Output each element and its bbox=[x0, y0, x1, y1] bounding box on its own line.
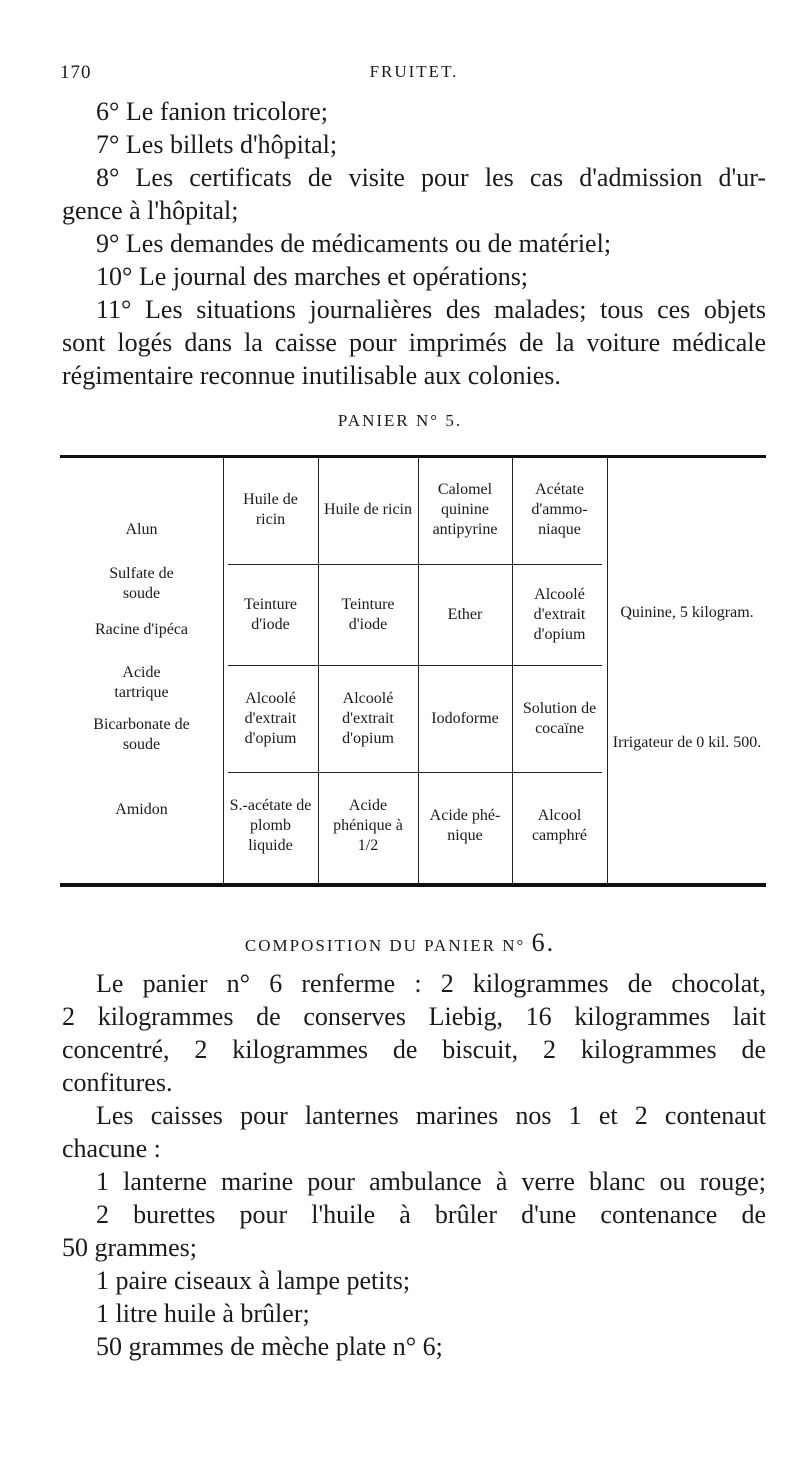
list-item-11-line3: régimentaire reconnue inutilisable aux colonies. bbox=[62, 361, 561, 390]
cell-r2-c4: Alcoolé d'extrait d'opium bbox=[533, 586, 586, 643]
page-number: 170 bbox=[60, 62, 92, 83]
left-item-tartrique: Acide tartrique bbox=[114, 664, 169, 701]
cell-r4-c4: Alcool camphré bbox=[531, 807, 588, 844]
panier6-line-2: 2 kilogrammes de conserves Liebig, 16 kilogrammes lait bbox=[62, 1002, 766, 1031]
panier5-caption: PANIER N° 5. bbox=[337, 411, 463, 430]
list-item-11-line1: 11° Les situations journalières des malades; tous ces objets bbox=[96, 295, 766, 324]
panier6-line-5: Les caisses pour lanternes marines nos 1 et 2 contenaut bbox=[96, 1101, 766, 1130]
cell-r1-c4: Acétate d'ammo-niaque bbox=[531, 480, 588, 538]
list-item-6: 6° Le fanion tricolore; bbox=[96, 97, 329, 126]
cell-r4-c3: Acide phé-nique bbox=[429, 807, 501, 844]
panier6-line-12: 50 grammes de mèche plate n° 6; bbox=[96, 1332, 443, 1361]
cell-r2-c3: Ether bbox=[447, 606, 483, 623]
page-header bbox=[60, 58, 768, 88]
cell-r3-c1: Alcoolé d'extrait d'opium bbox=[244, 690, 297, 747]
cell-r4-c2: Acide phénique à 1/2 bbox=[333, 797, 403, 854]
left-item-alun: Alun bbox=[125, 521, 158, 538]
list-item-9: 9° Les demandes de médicaments ou de matériel; bbox=[96, 229, 612, 258]
panier6-caption-text: COMPOSITION DU PANIER N° bbox=[244, 936, 526, 955]
cell-r1-c3: Calomel quinine antipyrine bbox=[432, 480, 498, 538]
panier6-line-8: 2 burettes pour l'huile à brûler d'une contenance de bbox=[96, 1200, 766, 1229]
panier6-line-6: chacune : bbox=[62, 1134, 161, 1163]
panier6-line-9: 50 grammes; bbox=[62, 1233, 198, 1262]
left-item-sulfate: Sulfate de soude bbox=[109, 565, 174, 602]
panier6-line-10: 1 paire ciseaux à lampe petits; bbox=[96, 1266, 411, 1295]
left-item-bicarbonate: Bicarbonate de soude bbox=[93, 716, 190, 753]
cell-r1-c2: Huile de ricin bbox=[324, 500, 412, 518]
cell-r2-c2: Teinture d'iode bbox=[341, 596, 395, 633]
panier6-line-3: concentré, 2 kilogrammes de biscuit, 2 kilogrammes de bbox=[62, 1035, 766, 1064]
cell-r3-c4: Solution de cocaïne bbox=[522, 700, 597, 737]
panier6-line-1: Le panier n° 6 renferme : 2 kilogrammes de chocolat, bbox=[96, 969, 766, 998]
panier6-line-11: 1 litre huile à brûler; bbox=[96, 1299, 310, 1328]
panier6-line-4: confitures. bbox=[62, 1068, 173, 1097]
right-item-irrigateur: Irrigateur de 0 kil. 500. bbox=[612, 734, 762, 751]
left-item-ipeca: Racine d'ipéca bbox=[94, 621, 189, 638]
panier6-line-7: 1 lanterne marine pour ambulance à verre blanc ou rouge; bbox=[96, 1167, 766, 1196]
panier6-caption-number: 6. bbox=[531, 928, 556, 957]
cell-r1-c1: Huile de ricin bbox=[243, 490, 298, 528]
panier5-table bbox=[60, 455, 766, 887]
list-item-7: 7° Les billets d'hôpital; bbox=[96, 130, 338, 159]
right-item-quinine: Quinine, 5 kilogram. bbox=[620, 604, 754, 621]
cell-r3-c2: Alcoolé d'extrait d'opium bbox=[342, 690, 394, 747]
running-title: FRUITET. bbox=[369, 62, 459, 81]
cell-r2-c1: Teinture d'iode bbox=[243, 596, 298, 633]
cell-r4-c1: S.-acétate de plomb liquide bbox=[229, 797, 312, 854]
list-item-8-line2: gence à l'hôpital; bbox=[62, 196, 239, 225]
list-item-10: 10° Le journal des marches et opérations; bbox=[96, 262, 529, 291]
list-item-8-line1: 8° Les certificats de visite pour les cas d'admission d'ur- bbox=[96, 163, 766, 192]
panier6-caption bbox=[0, 928, 800, 958]
list-item-11-line2: sont logés dans la caisse pour imprimés de la voiture médicale bbox=[62, 328, 766, 357]
cell-r3-c3: Iodoforme bbox=[431, 710, 499, 727]
left-item-amidon: Amidon bbox=[115, 801, 168, 818]
